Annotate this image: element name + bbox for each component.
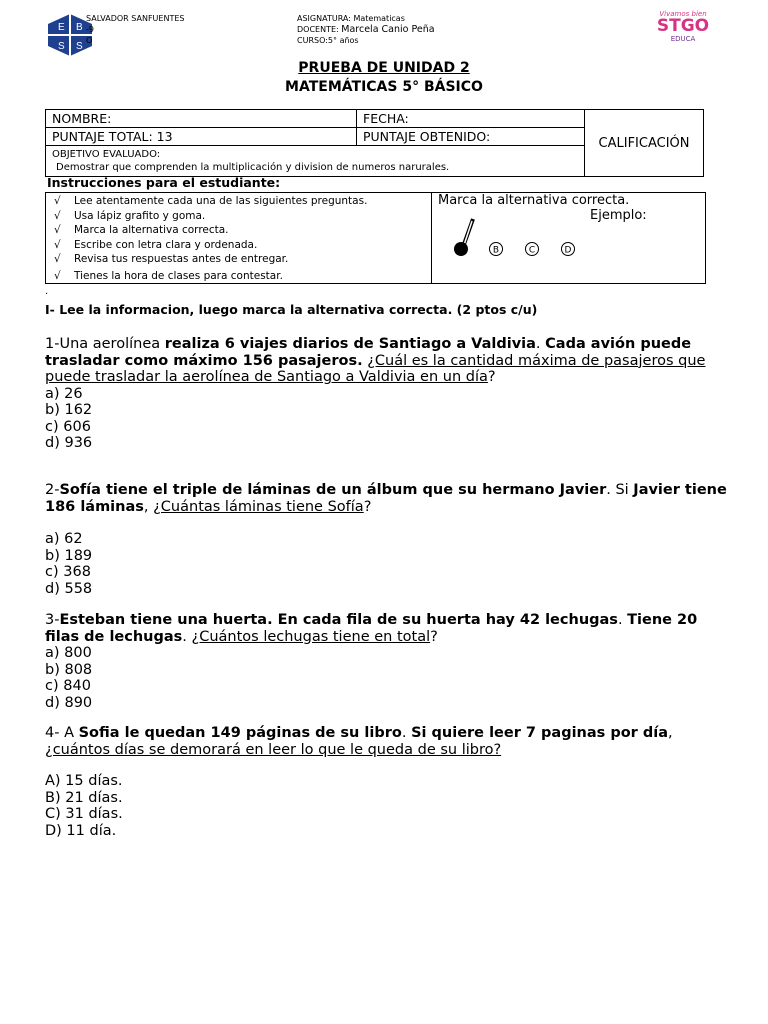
question-2 [45,482,735,597]
option[interactable]: c) 368 [45,564,91,580]
school-line: SALVADOR SANFUENTES [86,14,185,23]
instructions-list-panel [46,193,432,283]
question-text: 2-Sofía tiene el triple de láminas de un álbum que su hermano Javier. Si Javier tiene 186 láminas, ¿Cuántas láminas tiene Sofía? [45,482,727,515]
check-icon: √ [54,253,61,265]
school-line: -9 [86,25,94,34]
option[interactable]: B) 21 días. [45,789,123,806]
option[interactable]: C) 31 días. [45,806,123,822]
objective-cell [46,146,585,177]
question-1 [45,336,735,452]
example-bubbles [450,213,590,259]
grade-cell: CALIFICACIÓN [585,110,704,177]
course: CURSO:5° años [297,36,359,45]
date-cell[interactable]: FECHA: [357,110,585,128]
check-icon: √ [54,195,61,207]
option[interactable]: b) 162 [45,402,93,418]
option[interactable]: b) 808 [45,661,93,678]
option[interactable]: b) 189 [45,547,93,564]
instruction-item: √ Marca la alternativa correcta. [54,224,229,236]
test-subtitle: MATEMÁTICAS 5° BÁSICO [285,79,483,95]
example-instruction: Marca la alternativa correcta. [438,193,630,208]
subject: ASIGNATURA: Matematicas [297,14,405,23]
option[interactable]: d) 890 [45,694,93,711]
subject-info [297,13,435,46]
option[interactable]: d) 558 [45,580,93,597]
option[interactable]: c) 840 [45,678,91,694]
question-3 [45,612,735,711]
svg-text:C: C [528,245,536,256]
option[interactable]: A) 15 días. [45,773,123,789]
obtained-score-cell[interactable]: PUNTAJE OBTENIDO: [357,128,585,146]
option[interactable]: c) 606 [45,418,91,435]
question-4 [45,725,735,839]
name-cell[interactable]: NOMBRE: [46,110,357,128]
option[interactable]: D) 11 día. [45,822,117,839]
instruction-item: √ Usa lápiz grafito y goma. [54,209,206,222]
check-icon: √ [54,209,61,222]
svg-text:B: B [492,245,500,256]
option[interactable]: d) 936 [45,435,93,451]
filled-bubble [454,242,468,256]
logo-letter: S [58,41,65,52]
objective-label: OBJETIVO EVALUADO: [52,149,161,160]
option[interactable]: a) 26 [45,385,83,402]
option[interactable]: a) 62 [45,531,83,547]
teacher: DOCENTE: Marcela Canio Peña [297,24,435,35]
logo-letter: E [58,22,65,33]
objective-text: Demostrar que comprenden la multiplicación y division de numeros narurales. [56,162,450,173]
instructions-title: Instrucciones para el estudiante: [47,175,281,190]
check-icon: √ [54,224,61,236]
section-title: I- Lee la informacion, luego marca la alternativa correcta. (2 ptos c/u) [45,302,538,317]
stgo-educa-logo: Vivamos bien STGO EDUCA [656,10,710,43]
logo-letter: S [76,41,83,52]
school-line: O [86,36,93,45]
check-icon: √ [54,269,61,282]
check-icon: √ [54,238,61,251]
stray-dot: . [45,286,49,297]
pencil-icon [463,219,473,247]
student-info-table [45,109,704,177]
instruction-item: √ Revisa tus respuestas antes de entregar. [54,253,289,265]
instruction-item: √ Escribe con letra clara y ordenada. [54,238,258,251]
school-name [64,13,184,46]
question-text: 1-Una aerolínea realiza 6 viajes diarios de Santiago a Valdivia. Cada avión puede trasladar como máximo 156 pasajeros. ¿Cuál es la cantidad máxima de pasajeros que puede trasladar la aerolínea de Santiago a Valdivia en un día? [45,336,706,385]
instructions-list [46,194,431,283]
total-score-cell: PUNTAJE TOTAL: 13 [46,128,357,146]
example-label: Ejemplo: [590,208,647,223]
logo-letter: B [76,22,83,33]
svg-text:D: D [564,245,572,256]
instructions-box [45,192,706,284]
test-title: PRUEBA DE UNIDAD 2 [298,60,470,76]
instruction-item: √ Tienes la hora de clases para contestar. [54,269,283,282]
option[interactable]: a) 800 [45,645,92,661]
question-text: 4- A Sofia le quedan 149 páginas de su libro. Si quiere leer 7 paginas por día, ¿cuántos días se demorará en leer lo que le queda de su libro? [45,725,673,758]
instruction-item: √ Lee atentamente cada una de las siguientes preguntas. [54,195,368,207]
question-text: 3-Esteban tiene una huerta. En cada fila de su huerta hay 42 lechugas. Tiene 20 filas de lechugas. ¿Cuántos lechugas tiene en total? [45,612,698,645]
